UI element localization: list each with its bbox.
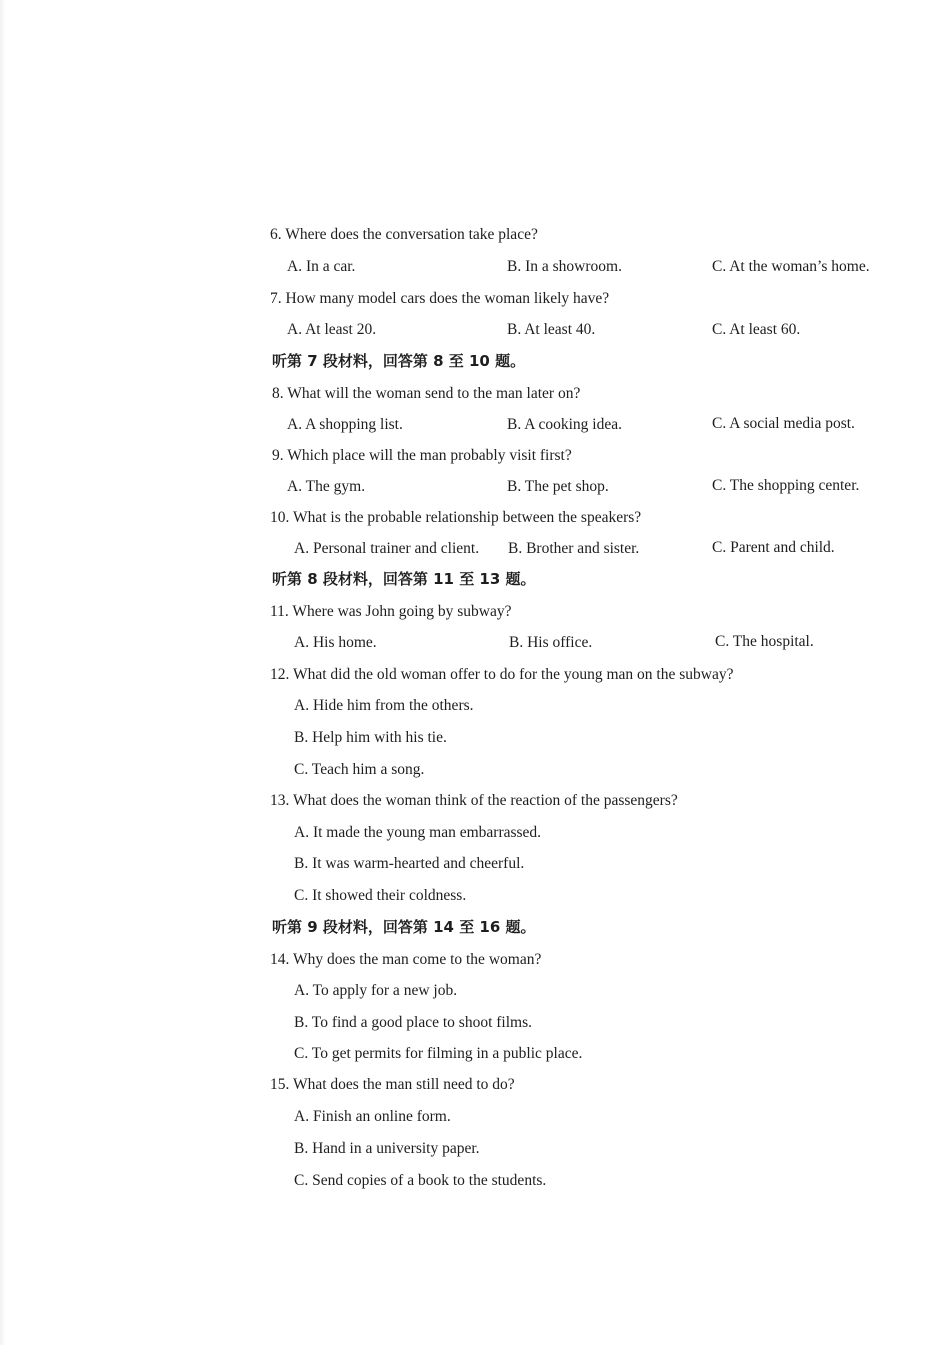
q14-option-a: A. To apply for a new job. [294, 982, 458, 999]
q6-option-c: C. At the woman’s home. [712, 258, 870, 275]
q12-option-b: B. Help him with his tie. [294, 729, 447, 746]
q6-option-b: B. In a showroom. [507, 258, 622, 275]
q13-option-a: A. It made the young man embarrassed. [294, 824, 542, 841]
question-13: 13. What does the woman think of the reaction of the passengers? [270, 792, 678, 809]
q11-option-a: A. His home. [294, 634, 377, 651]
scan-shadow [0, 0, 6, 1345]
q7-option-b: B. At least 40. [507, 321, 596, 338]
q6-option-a: A. In a car. [287, 258, 356, 275]
section-heading-7: 听第 7 段材料，回答第 8 至 10 题。 [272, 352, 526, 370]
question-15: 15. What does the man still need to do? [270, 1076, 515, 1093]
question-7: 7. How many model cars does the woman likely have? [270, 290, 610, 307]
q13-option-b: B. It was warm-hearted and cheerful. [294, 855, 525, 872]
q8-option-c: C. A social media post. [712, 415, 855, 432]
q15-option-a: A. Finish an online form. [294, 1108, 451, 1125]
q12-option-a: A. Hide him from the others. [294, 697, 474, 714]
q13-option-c: C. It showed their coldness. [294, 887, 467, 904]
q10-option-c: C. Parent and child. [712, 539, 835, 556]
q15-option-c: C. Send copies of a book to the students. [294, 1172, 547, 1189]
q7-option-a: A. At least 20. [287, 321, 377, 338]
question-8: 8. What will the woman send to the man later on? [272, 385, 581, 402]
question-10: 10. What is the probable relationship between the speakers? [270, 509, 642, 526]
section-heading-8: 听第 8 段材料，回答第 11 至 13 题。 [272, 570, 536, 588]
q12-option-c: C. Teach him a song. [294, 761, 425, 778]
q14-option-c: C. To get permits for filming in a public place. [294, 1045, 583, 1062]
q11-option-c: C. The hospital. [715, 633, 814, 650]
question-14: 14. Why does the man come to the woman? [270, 951, 542, 968]
question-11: 11. Where was John going by subway? [270, 603, 512, 620]
q10-option-a: A. Personal trainer and client. [294, 540, 480, 557]
section-heading-9: 听第 9 段材料，回答第 14 至 16 题。 [272, 918, 536, 936]
q9-option-a: A. The gym. [287, 478, 366, 495]
q10-option-b: B. Brother and sister. [508, 540, 640, 557]
question-9: 9. Which place will the man probably visit first? [272, 447, 572, 464]
q8-option-a: A. A shopping list. [287, 416, 403, 433]
q14-option-b: B. To find a good place to shoot films. [294, 1014, 532, 1031]
q11-option-b: B. His office. [509, 634, 593, 651]
question-6: 6. Where does the conversation take place? [270, 226, 538, 243]
q7-option-c: C. At least 60. [712, 321, 801, 338]
question-12: 12. What did the old woman offer to do for the young man on the subway? [270, 666, 734, 683]
q9-option-b: B. The pet shop. [507, 478, 609, 495]
q8-option-b: B. A cooking idea. [507, 416, 622, 433]
q9-option-c: C. The shopping center. [712, 477, 860, 494]
q15-option-b: B. Hand in a university paper. [294, 1140, 480, 1157]
